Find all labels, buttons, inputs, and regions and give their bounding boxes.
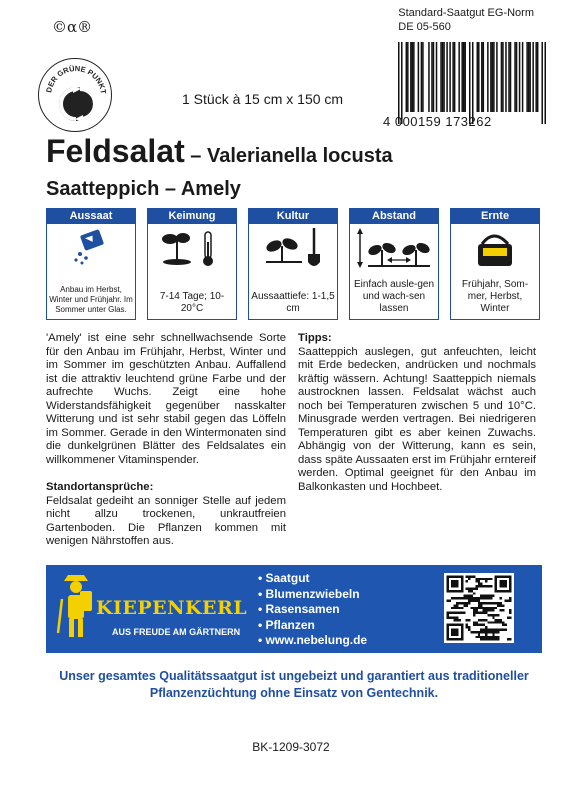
copyright-mark: ©α® [52,18,93,36]
icon-box-header: Kultur [249,209,337,224]
quality-statement: Unser gesamtes Qualitätssaatgut ist ungebeizt und garantiert aus traditioneller Pflanzenzüchtung ohne Einsatz von Gentechnik. [59,669,529,700]
sprout-thermometer-icon [157,226,227,270]
icon-box-text: Frühjahr, Som-mer, Herbst, Winter [461,279,529,314]
svg-text:DER GRÜNE PUNKT: DER GRÜNE PUNKT [44,63,108,95]
tips-column [298,332,536,494]
description-column [46,332,286,549]
icon-box-aussaat [46,208,136,320]
icon-box-text: Aussaattiefe: 1-1,5 cm [251,291,335,314]
article-number: BK-1209-3072 [252,740,330,754]
spacing-arrows-icon [354,226,434,274]
website-link[interactable]: • www.nebelung.de [258,633,367,649]
product-name: Feldsalat [46,133,185,169]
seed-standard-line1: Standard-Saatgut EG-Norm [398,7,534,19]
site-requirements-heading: Standortansprüche: [46,481,154,493]
icon-box-text: 7-14 Tage; 10-20°C [159,291,225,314]
product-range-item: • Rasensamen [258,602,367,618]
icon-box-header: Abstand [350,209,438,224]
icon-box-text: Anbau im Herbst, Winter und Frühjahr. Im Sommer unter Glas. [49,285,133,314]
icon-box-header: Ernte [451,209,539,224]
product-title [46,133,393,170]
brand-slogan: AUS FREUDE AM GÄRTNERN [112,627,241,637]
seed-standard-label [398,6,534,34]
icon-box-kultur [248,208,338,320]
site-requirements-text: Feldsalat gedeiht an sonniger Stelle auf jedem nicht allzu trockenen, unkrautfreien Gartenboden. Die Pflanzen kommen mit wenigen Nährstoffen aus. [46,494,286,547]
icon-box-keimung [147,208,237,320]
kiepenkerl-figure-icon [54,573,98,643]
title-dash: – [184,145,207,167]
gruene-punkt-logo [38,58,112,132]
botanical-name: Valerianella locusta [206,145,393,167]
brand-banner [46,565,542,653]
plant-spade-icon [258,226,328,274]
variety-description: 'Amely' ist eine sehr schnellwachsende Sorte für den Anbau im Frühjahr, Herbst, Winter und im Sommer im geschützten Anbau. Auffallend ist die attraktiv leuchtend grüne Farbe und der aufrechte Wuchs. Zeigt eine hohe Widerstandsfähigkeit gegenüber nasskalter Witterung und ist sehr stabil gegen das Löffeln im Sommer. Gerade in den Wintermonaten sind die dunkelgrünen Blätter des Feldsalates ein willkommener Vitaminspender. [46,332,286,466]
product-range-list [258,571,367,649]
tips-text: Saatteppich auslegen, gut anfeuchten, leicht mit Erde bedecken, andrücken und nochmals kräftig wässern. Achtung! Saatteppich niemals austrocknen lassen. Feldsalat wächst auch noch bei Temperaturen zwischen 5 und 10°C. Minusgrade werden vertragen. Bei niedrigeren Temperaturen gibt es aber keinen Zuwachs. Abhängig von der Witterung, kann es sein, dass späte Aussaaten erst im Frühjahr erntereif werden. Optimal geeignet für den Anbau im Balkonkasten und Hochbeet. [298,345,536,493]
seed-packet-icon [66,226,116,266]
product-range-item: • Saatgut [258,571,367,587]
tips-heading: Tipps: [298,332,332,344]
product-range-item: • Pflanzen [258,618,367,634]
icon-box-ernte [450,208,540,320]
kiepenkerl-logo [54,573,254,645]
brand-name: KIEPENKERL [96,597,248,619]
qr-code-icon[interactable] [444,573,514,643]
product-range-item: • Blumenzwiebeln [258,587,367,603]
icon-box-abstand [349,208,439,320]
icon-box-header: Aussaat [47,209,135,224]
barcode-digits: 4 000159 173262 [383,114,492,129]
harvest-basket-icon [470,226,520,270]
pack-size: 1 Stück à 15 cm x 150 cm [182,91,344,107]
recycle-arrows-icon [39,59,113,133]
icon-box-header: Keimung [148,209,236,224]
variety-name: Saatteppich – Amely [46,178,241,200]
icon-box-text: Einfach ausle-gen und wach-sen lassen [353,279,435,314]
cultivation-icons [46,208,542,320]
barcode-icon [398,42,546,124]
seed-standard-line2: DE 05-560 [398,21,451,33]
